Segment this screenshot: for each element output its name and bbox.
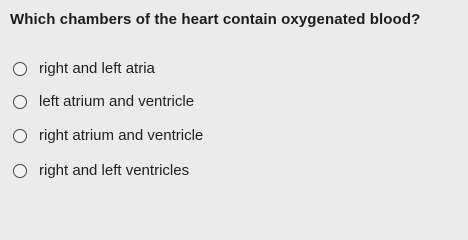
option-right-and-left-atria[interactable]	[13, 60, 155, 77]
question-text: Which chambers of the heart contain oxygenated blood?	[10, 11, 421, 28]
radio-button[interactable]	[13, 95, 27, 109]
option-label: right atrium and ventricle	[39, 127, 204, 144]
option-right-and-left-ventricles[interactable]	[13, 162, 189, 179]
radio-button[interactable]	[13, 62, 27, 76]
option-left-atrium-and-ventricle[interactable]	[13, 93, 194, 110]
option-label: left atrium and ventricle	[39, 93, 195, 110]
option-label: right and left atria	[39, 60, 155, 77]
option-right-atrium-and-ventricle[interactable]	[13, 127, 203, 144]
radio-button[interactable]	[13, 129, 27, 143]
radio-button[interactable]	[13, 164, 27, 178]
option-label: right and left ventricles	[39, 162, 190, 179]
